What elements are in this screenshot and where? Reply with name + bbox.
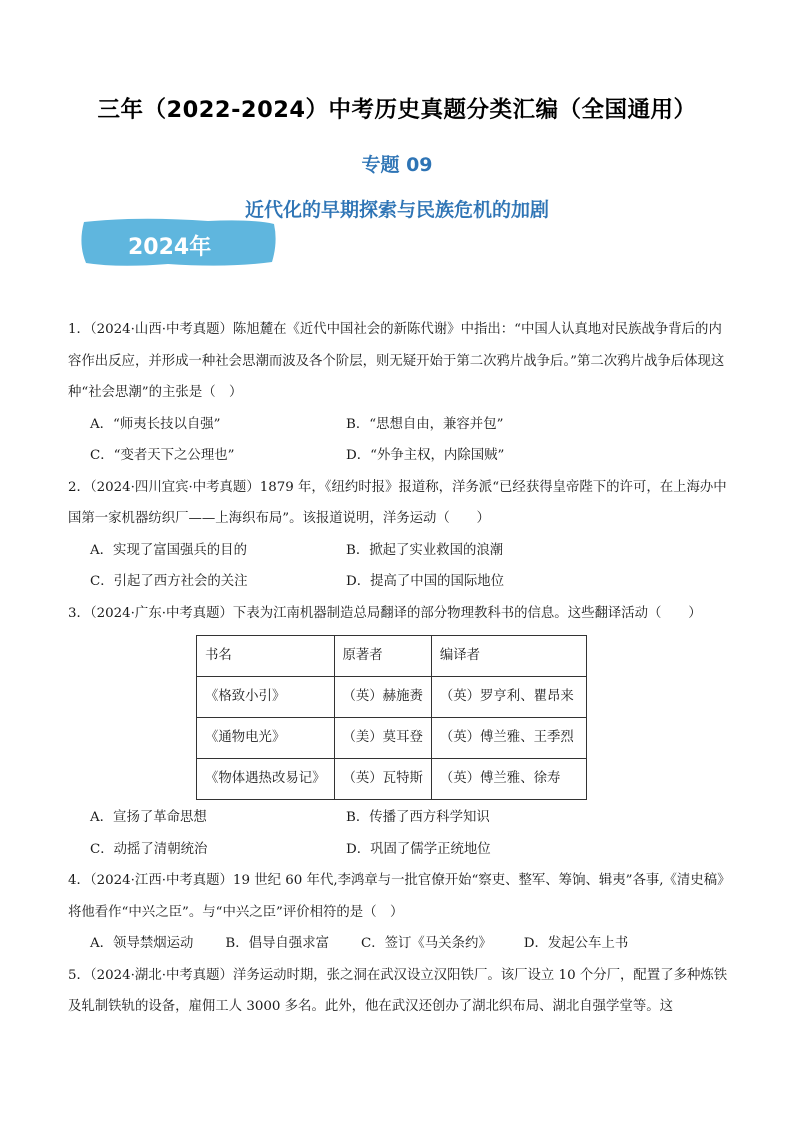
question-1-option-c: C．“变者天下之公理也” [90, 448, 235, 463]
table-cell: （英）罗亨利、瞿昂来 [431, 677, 586, 718]
question-3-option-d: D．巩固了儒学正统地位 [346, 841, 491, 857]
topic-title: 近代化的早期探索与民族危机的加剧 [244, 199, 549, 221]
topic-number: 专题 09 [361, 154, 433, 176]
table-cell: （英）傅兰雅、王季烈 [431, 718, 586, 759]
question-4-option-d: D．发起公车上书 [523, 936, 629, 951]
table-header-cell: 书名 [197, 636, 335, 677]
table-cell: （英）赫施赉 [334, 677, 431, 718]
year-badge-label: 2024年 [128, 235, 212, 260]
table-cell: （英）瓦特斯 [334, 759, 431, 800]
table-row [197, 677, 587, 718]
question-2-option-b: B．掀起了实业救国的浪潮 [346, 542, 504, 558]
question-3-option-b: B．传播了西方科学知识 [346, 810, 490, 825]
table-cell: 《格致小引》 [197, 677, 335, 718]
question-1-options [68, 409, 728, 472]
question-2-option-a: A．实现了富国强兵的目的 [90, 542, 247, 558]
table-header-cell: 原著者 [334, 636, 431, 677]
table-cell: 《物体遇热改易记》 [197, 759, 335, 800]
question-1-option-b: B．“思想自由，兼容并包” [346, 416, 504, 432]
question-2-option-d: D．提高了中国的国际地位 [346, 574, 505, 589]
question-4-option-b: B．倡导自强求富 [225, 936, 329, 951]
question-1-option-d: D．“外争主权，内除国贼” [346, 448, 505, 463]
table-row [197, 759, 587, 800]
question-4-options [68, 928, 728, 960]
question-4-option-a: A．领导禁烟运动 [90, 936, 194, 951]
translation-table [196, 635, 587, 800]
question-3-stem: 3．（2024·广东·中考真题）下表为江南机器制造总局翻译的部分物理教科书的信息。这些翻译活动（ ） [68, 605, 702, 621]
question-5-stem: 5．（2024·湖北·中考真题）洋务运动时期，张之洞在武汉设立汉阳铁厂。该厂设立 10 个分厂，配置了多种炼铁及轧制铁轨的设备，雇佣工人 3000 多名。此外，他在武汉还创办了湖北织布局、湖北自强学堂等。这 [68, 967, 728, 1014]
question-4-stem: 4．（2024·江西·中考真题）19 世纪 60 年代,李鸿章与一批官僚开始“察吏、整军、筹饷、辑夷”各事,《清史稿》将他看作“中兴之臣”。与“中兴之臣”评价相符的是（ ） [68, 873, 724, 920]
table-header-row [197, 636, 587, 677]
question-4-option-c: C．签订《马关条约》 [360, 936, 492, 951]
question-3-option-a: A．宣扬了革命思想 [90, 810, 207, 825]
table-cell: （美）莫耳登 [334, 718, 431, 759]
question-1-option-a: A．“师夷长技以自强” [90, 416, 221, 432]
question-2-option-c: C．引起了西方社会的关注 [90, 574, 248, 589]
question-1-stem: 1．（2024·山西·中考真题）陈旭麓在《近代中国社会的新陈代谢》中指出：“中国人认真地对民族战争背后的内容作出反应，并形成一种社会思潮而波及各个阶层，则无疑开始于第二次鸦片战争后。”第二次鸦片战争后体现这种“社会思潮”的主张是（ ） [68, 322, 725, 400]
question-2-stem: 2．（2024·四川宜宾·中考真题）1879 年，《纽约时报》报道称，洋务派“已经获得皇帝陛下的许可，在上海办中国第一家机器纺织厂——上海织布局”。该报道说明，洋务运动（ ） [68, 479, 727, 526]
document-title: 三年（2022-2024）中考历史真题分类汇编（全国通用） [97, 97, 697, 123]
table-cell: 《通物电光》 [197, 718, 335, 759]
year-badge [78, 218, 278, 268]
table-header-cell: 编译者 [431, 636, 586, 677]
question-3-options [68, 802, 728, 865]
table-cell: （英）傅兰雅、徐寿 [431, 759, 586, 800]
question-2-options [68, 535, 728, 598]
question-list [68, 314, 728, 1023]
table-row [197, 718, 587, 759]
question-3-option-c: C．动摇了清朝统治 [90, 841, 208, 857]
